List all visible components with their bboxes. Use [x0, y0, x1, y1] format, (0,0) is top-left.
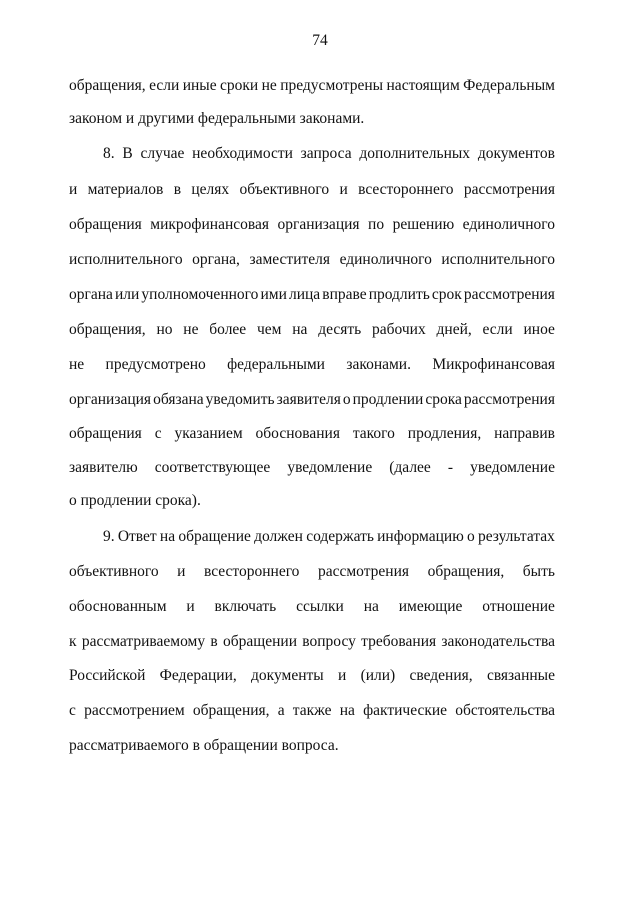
text-line: не предусмотрено федеральными законами. Микрофинансовая	[69, 356, 555, 373]
page-number: 74	[312, 32, 328, 49]
text-line: 8. В случае необходимости запроса дополнительных документов	[103, 145, 555, 162]
text-line: исполнительного органа, заместителя единоличного исполнительного	[69, 251, 555, 268]
text-line: обращения, если иные сроки не предусмотрены настоящим Федеральным	[69, 77, 555, 94]
text-line: рассматриваемого в обращении вопроса.	[69, 737, 339, 754]
text-line: обращения с указанием обоснования такого продления, направив	[69, 425, 555, 442]
text-line: обращения, но не более чем на десять рабочих дней, если иное	[69, 321, 555, 338]
text-line: к рассматриваемому в обращении вопросу требования законодательства	[69, 633, 555, 650]
text-line: и материалов в целях объективного и всестороннего рассмотрения	[69, 181, 555, 198]
text-line: о продлении срока).	[69, 492, 201, 509]
text-line: законом и другими федеральными законами.	[69, 110, 365, 127]
text-line: объективного и всестороннего рассмотрения обращения, быть	[69, 563, 555, 580]
text-line: заявителю соответствующее уведомление (далее - уведомление	[69, 459, 555, 476]
text-line: обоснованным и включать ссылки на имеющие отношение	[69, 598, 555, 615]
text-line: обращения микрофинансовая организация по решению единоличного	[69, 216, 555, 233]
text-line: Российской Федерации, документы и (или) сведения, связанные	[69, 667, 555, 684]
text-line: организация обязана уведомить заявителя о продлении срока рассмотрения	[69, 391, 555, 408]
text-line: 9. Ответ на обращение должен содержать информацию о результатах	[103, 528, 555, 545]
text-line: органа или уполномоченного ими лица вправе продлить срок рассмотрения	[69, 286, 555, 303]
text-line: с рассмотрением обращения, а также на фактические обстоятельства	[69, 702, 555, 719]
